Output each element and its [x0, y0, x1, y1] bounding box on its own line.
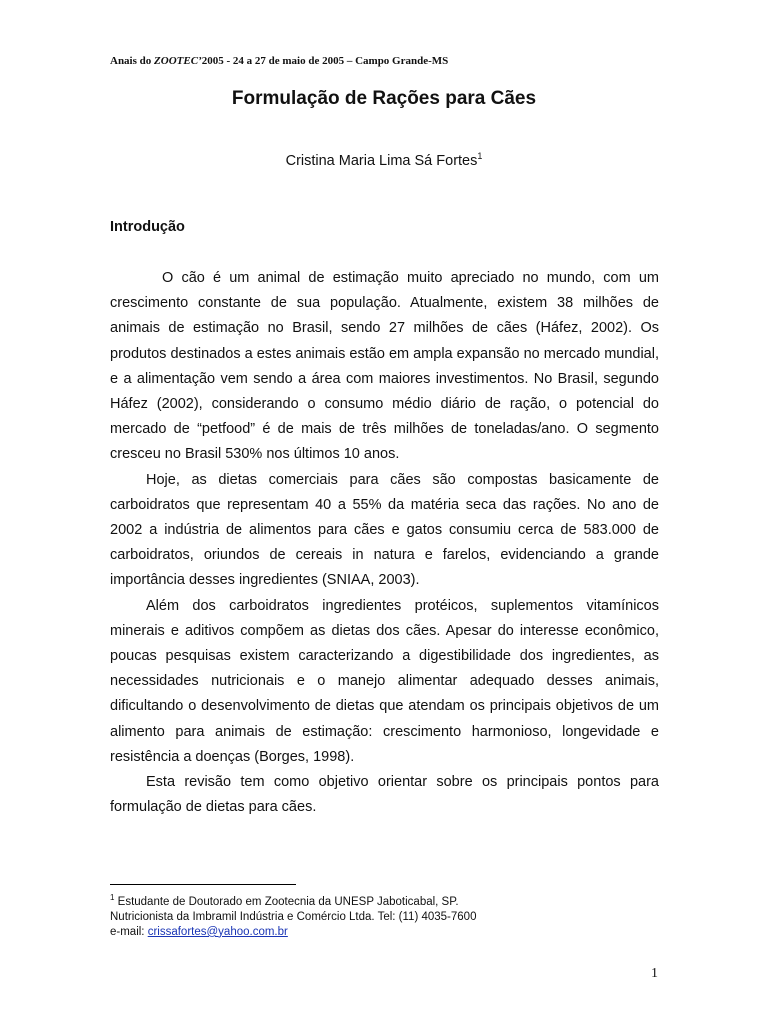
paragraph-4: Esta revisão tem como objetivo orientar sobre os principais pontos para formulação de dietas para cães.	[110, 774, 659, 816]
section-heading: Introdução	[110, 219, 185, 235]
body-text	[110, 266, 659, 820]
paragraph-2: Hoje, as dietas comerciais para cães são compostas basicamente de carboidratos que representam 40 a 55% da matéria seca das rações. No ano de 2002 a indústria de alimentos para cães e gatos consumiu cerca de 583.000 de carboidratos, oriundos de cereais in natura e farelos, evidenciando a grande importância desses ingredientes (SNIAA, 2003).	[110, 471, 659, 589]
footnote-marker: 1	[110, 893, 115, 902]
footnote-line-2: Nutricionista da Imbramil Indústria e Comércio Ltda. Tel: (11) 4035-7600	[110, 910, 477, 923]
author-name: Cristina Maria Lima Sá Fortes	[285, 152, 478, 169]
footnote-affiliation: Estudante de Doutorado em Zootecnia da UNESP Jaboticabal, SP.	[114, 895, 459, 908]
paragraph-3: Além dos carboidratos ingredientes protéicos, suplementos vitamínicos minerais e aditivos compõem as dietas dos cães. Apesar do interesse econômico, poucas pesquisas existem caracterizando a digestibilidade dos ingredientes, as necessidades nutricionais e o manejo alimentar adequado desses animais, dificultando o desenvolvimento de dietas que atendam os principais objetivos de um alimento para animais de estimação: crescimento harmonioso, longevidade e resistência a doenças (Borges, 1998).	[110, 597, 659, 765]
footnote-line-1	[110, 890, 476, 910]
author-footnote-marker: 1	[477, 151, 483, 161]
author-line	[0, 151, 768, 169]
page-number: 1	[651, 966, 658, 981]
footnote	[110, 890, 476, 940]
footnote-line-3	[110, 925, 476, 940]
header-prefix: Anais do	[110, 55, 155, 67]
running-header	[110, 55, 448, 67]
paragraph-1: O cão é um animal de estimação muito apreciado no mundo, com um crescimento constante de sua população. Atualmente, existem 38 milhões de animais de estimação no Brasil, sendo 27 milhões de cães (Háfez, 2002). Os produtos destinados a estes animais estão em ampla expansão no mercado mundial, e a alimentação vem sendo a área com maiores investimentos. No Brasil, segundo Háfez (2002), considerando o consumo médio diário de ração, o potencial do mercado de “petfood” é de mais de três milhões de toneladas/ano. O segmento cresceu no Brasil 530% nos últimos 10 anos.	[110, 270, 659, 463]
email-label: e-mail:	[110, 925, 148, 938]
paper-title: Formulação de Rações para Cães	[231, 88, 537, 109]
header-suffix: 2005 - 24 a 27 de maio de 2005 – Campo Grande-MS	[201, 55, 449, 67]
footnote-divider	[110, 884, 296, 885]
header-event-name: ZOOTEC’	[154, 55, 202, 67]
email-link[interactable]: crissafortes@yahoo.com.br	[147, 925, 288, 938]
